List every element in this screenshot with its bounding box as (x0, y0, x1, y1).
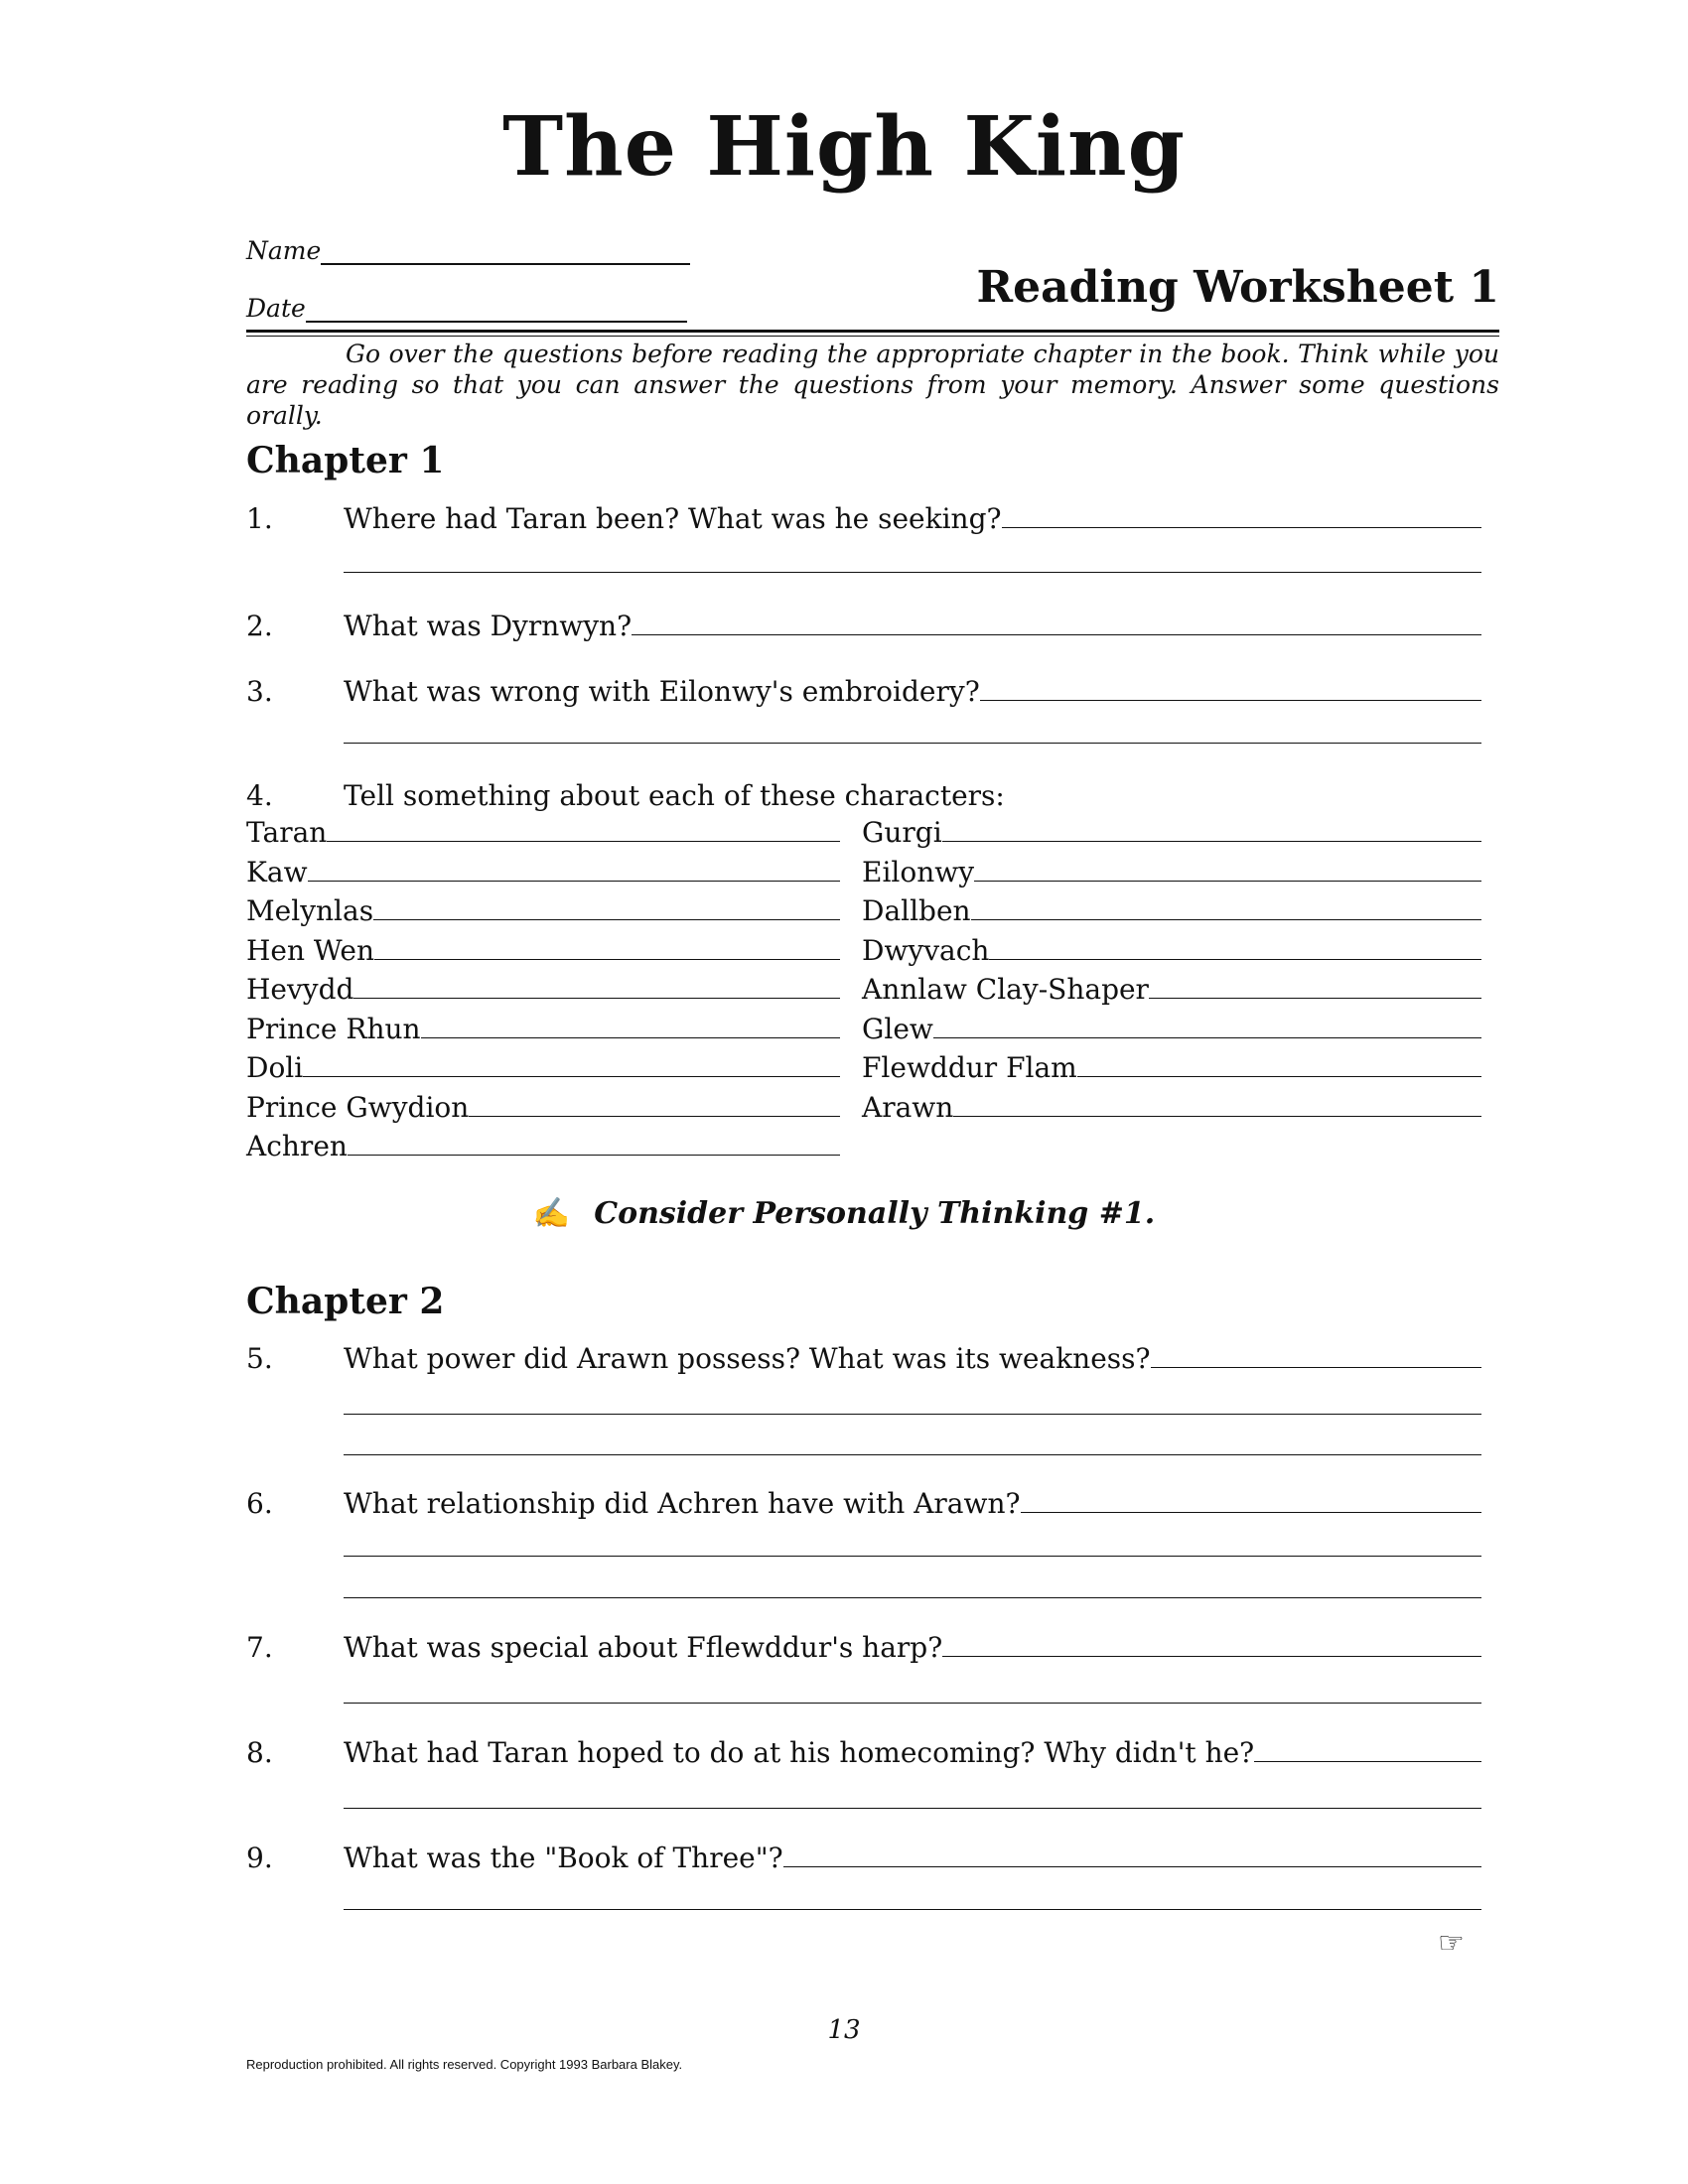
name-field[interactable] (246, 236, 690, 265)
question-5 (246, 1342, 1481, 1375)
answer-line[interactable] (344, 1454, 1481, 1455)
question-number: 1. (246, 502, 273, 535)
character-row (246, 856, 840, 889)
character-row (862, 1051, 1481, 1085)
character-row (246, 973, 840, 1007)
character-name: Hevydd (246, 973, 354, 1006)
question-1 (246, 502, 1481, 535)
answer-line[interactable] (344, 1703, 1481, 1704)
answer-line[interactable] (421, 1037, 840, 1038)
character-row (862, 973, 1481, 1007)
character-row (862, 1091, 1481, 1125)
answer-line[interactable] (469, 1116, 840, 1117)
answer-line[interactable] (344, 743, 1481, 744)
answer-line[interactable] (327, 841, 840, 842)
character-row (246, 1013, 840, 1046)
question-number: 9. (246, 1842, 273, 1874)
character-name: Dallben (862, 894, 971, 927)
name-label: Name (246, 236, 322, 265)
question-text: What was Dyrnwyn? (344, 610, 633, 642)
question-number: 7. (246, 1631, 273, 1664)
answer-line[interactable] (942, 841, 1481, 842)
character-name: Doli (246, 1051, 304, 1084)
date-field[interactable] (246, 294, 687, 323)
character-row (862, 934, 1481, 968)
character-row (246, 894, 840, 928)
answer-line[interactable] (374, 959, 840, 960)
worksheet-book-title: The High King (502, 99, 1186, 195)
answer-line[interactable] (303, 1076, 840, 1077)
character-row (862, 894, 1481, 928)
question-text: Tell something about each of these characters: (344, 779, 1005, 812)
answer-line[interactable] (632, 633, 1481, 635)
header-rule-thin (246, 336, 1499, 337)
question-text: What power did Arawn possess? What was its weakness? (344, 1342, 1151, 1375)
answer-line[interactable] (942, 1655, 1481, 1657)
question-number: 3. (246, 675, 273, 708)
question-6 (246, 1487, 1481, 1520)
character-row (246, 934, 840, 968)
answer-line[interactable] (348, 1155, 840, 1156)
answer-line[interactable] (953, 1116, 1481, 1117)
chapter-1-heading: Chapter 1 (246, 440, 445, 481)
question-text: What was special about Fflewddur's harp? (344, 1631, 943, 1664)
answer-line[interactable] (989, 959, 1481, 960)
answer-line[interactable] (980, 699, 1481, 701)
question-text: What had Taran hoped to do at his homecoming? Why didn't he? (344, 1736, 1255, 1769)
question-8 (246, 1736, 1481, 1769)
question-4 (246, 779, 1481, 812)
character-name: Gurgi (862, 816, 942, 849)
character-name: Prince Gwydion (246, 1090, 470, 1124)
answer-line[interactable] (1077, 1076, 1481, 1077)
question-number: 6. (246, 1487, 273, 1520)
answer-line[interactable] (344, 1909, 1481, 1910)
date-line[interactable] (306, 299, 687, 323)
chapter-2-heading: Chapter 2 (246, 1281, 445, 1322)
question-number: 2. (246, 610, 273, 642)
character-row (862, 816, 1481, 850)
answer-line[interactable] (1149, 998, 1481, 999)
answer-line[interactable] (783, 1865, 1481, 1867)
date-label: Date (246, 294, 306, 323)
quill-icon: ✍ (532, 1196, 571, 1231)
character-row (246, 816, 840, 850)
character-row (862, 1013, 1481, 1046)
character-name: Eilonwy (862, 855, 975, 888)
answer-line[interactable] (974, 881, 1481, 882)
character-name: Achren (246, 1130, 348, 1162)
question-2 (246, 610, 1481, 642)
answer-line[interactable] (1254, 1760, 1481, 1762)
instructions: Go over the questions before reading the appropriate chapter in the book. Think while you are reading so that you can answer the questions from your memory. Answer some questions orally. (246, 340, 1499, 430)
question-number: 8. (246, 1736, 273, 1769)
consider-note (0, 1196, 1688, 1231)
answer-line[interactable] (344, 1597, 1481, 1598)
answer-line[interactable] (971, 919, 1481, 920)
character-row (246, 1051, 840, 1085)
consider-text: Consider Personally Thinking #1. (594, 1196, 1156, 1231)
character-row (246, 1130, 840, 1163)
question-text: Where had Taran been? What was he seeking? (344, 502, 1002, 535)
character-name: Hen Wen (246, 933, 375, 967)
character-name: Glew (862, 1012, 933, 1045)
answer-line[interactable] (1021, 1511, 1481, 1513)
question-number: 5. (246, 1342, 273, 1375)
header-rule (246, 330, 1499, 333)
character-name: Flewddur Flam (862, 1051, 1077, 1084)
name-line[interactable] (321, 241, 690, 265)
character-name: Arawn (862, 1090, 954, 1124)
question-number: 4. (246, 779, 273, 812)
pointing-hand-icon: ☞ (1438, 1926, 1465, 1961)
character-name: Melynlas (246, 894, 374, 927)
question-text: What relationship did Achren have with Arawn? (344, 1487, 1021, 1520)
character-name: Prince Rhun (246, 1012, 421, 1045)
character-row (246, 1091, 840, 1125)
answer-line[interactable] (344, 572, 1481, 573)
question-7 (246, 1631, 1481, 1664)
worksheet-title: Reading Worksheet 1 (976, 262, 1499, 313)
answer-line[interactable] (344, 1414, 1481, 1415)
answer-line[interactable] (1151, 1366, 1481, 1368)
copyright-notice: Reproduction prohibited. All rights reserved. Copyright 1993 Barbara Blakey. (246, 2057, 683, 2072)
answer-line[interactable] (344, 1808, 1481, 1809)
character-name: Taran (246, 816, 328, 849)
answer-line[interactable] (1002, 526, 1482, 528)
question-text: What was the "Book of Three"? (344, 1842, 783, 1874)
question-3 (246, 675, 1481, 708)
page-number: 13 (827, 2015, 861, 2045)
character-name: Kaw (246, 855, 308, 888)
answer-line[interactable] (353, 998, 840, 999)
question-9 (246, 1842, 1481, 1874)
question-text: What was wrong with Eilonwy's embroidery? (344, 675, 980, 708)
answer-line[interactable] (308, 881, 840, 882)
answer-line[interactable] (344, 1556, 1481, 1557)
character-row (862, 856, 1481, 889)
answer-line[interactable] (373, 919, 840, 920)
character-name: Dwyvach (862, 933, 990, 967)
character-name: Annlaw Clay-Shaper (862, 973, 1149, 1006)
answer-line[interactable] (933, 1037, 1481, 1038)
